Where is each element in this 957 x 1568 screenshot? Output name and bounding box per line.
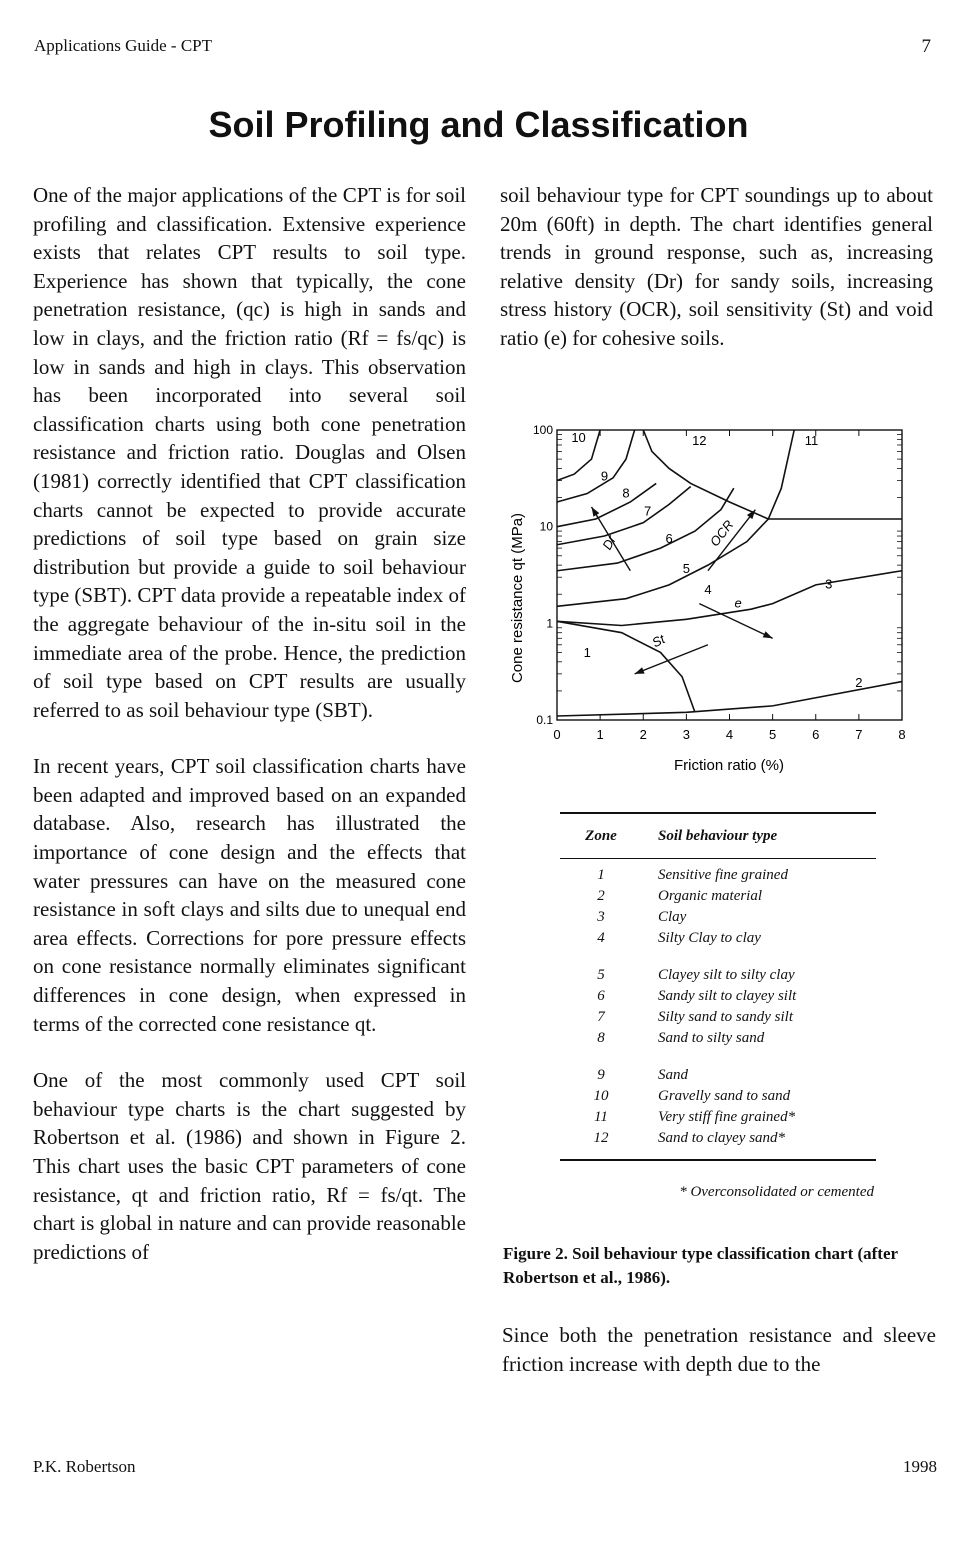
soil-type: Silty Clay to clay bbox=[658, 930, 761, 946]
zone-label: 11 bbox=[804, 432, 819, 448]
y-axis-label: Cone resistance qt (MPa) bbox=[509, 512, 526, 684]
dr-arrow-head bbox=[592, 507, 600, 517]
table-group bbox=[560, 859, 876, 959]
table-group bbox=[560, 1059, 876, 1159]
soil-type: Silty sand to sandy silt bbox=[658, 1009, 793, 1025]
zone-boundary-5 bbox=[557, 485, 734, 571]
zone-label: 12 bbox=[692, 432, 707, 448]
paragraph-right-1: soil behaviour type for CPT soundings up to about 20m (60ft) in depth. The chart identifies general trends in ground response, such as, increasing relative density (Dr) for sandy soils, increasing stress history (OCR), soil sensitivity (St) and void ratio (e) for cohesive soils. bbox=[500, 183, 933, 350]
paragraph-1: One of the major applications of the CPT is for soil profiling and classification. Extensive experience exists that relates CPT results to soil type. Experience has shown that typically, the cone penetration resistance, (qc) is high in sands and low in clays, and the friction ratio (Rf = fs/qc) is low in sands and high in clays. This observation has been incorporated into several soil classification charts using both cone penetration resistance and friction ratio. Douglas and Olsen (1981) correctly identified that CPT classification charts cannot be expected to provide accurate predictions of soil type based on grain size distribution but provide a guide to soil behaviour type (SBT). CPT data provide a repeatable index of the aggregate behaviour of the in-situ soil in the immediate area of the probe. Hence, the prediction of soil type based on CPT results are usually referred to as soil behaviour type (SBT). bbox=[33, 183, 466, 722]
zone-label: 3 bbox=[825, 576, 833, 592]
trend-label: Dr bbox=[599, 533, 619, 553]
x-tick-label: 3 bbox=[682, 727, 690, 742]
zone-label: 4 bbox=[704, 582, 712, 598]
zone-number: 4 bbox=[597, 930, 605, 946]
trend-label: e bbox=[734, 595, 742, 611]
zone-label: 8 bbox=[622, 485, 630, 501]
x-tick-label: 6 bbox=[812, 727, 820, 742]
zone-boundary-1 bbox=[557, 621, 695, 712]
figure-caption: Figure 2. Soil behaviour type classification chart (after Robertson et al., 1986). bbox=[503, 1244, 898, 1287]
paragraph-2: In recent years, CPT soil classification charts have been adapted and improved based on an expanded database. Also, research has illustrated the importance of cone design and the effects that water pressures can have on the measured cone resistance in soft clays and silts due to unequal end area effects. Corrections for pore pressure effects on cone resistance normally eliminates significant differences in cone design, when expressed in terms of the corrected cone resistance qt. bbox=[33, 754, 466, 1036]
zone-number: 10 bbox=[593, 1088, 609, 1104]
header-type: Soil behaviour type bbox=[658, 827, 778, 844]
paragraph-3: One of the most commonly used CPT soil behaviour type charts is the chart suggested by Robertson et al. (1986) and shown in Figure 2. This chart uses the basic CPT parameters of cone resistance, qt and friction ratio, Rf = fs/qt. The chart is global in nature and can provide reasonable predictions of bbox=[33, 1068, 466, 1264]
y-tick-label: 10 bbox=[539, 519, 553, 534]
zone-number: 6 bbox=[597, 988, 605, 1004]
table-row bbox=[560, 928, 876, 949]
header-zone: Zone bbox=[585, 827, 617, 844]
y-tick-label: 0.1 bbox=[536, 713, 553, 727]
table-header bbox=[560, 814, 876, 858]
st-arrow bbox=[635, 645, 708, 674]
sbt-chart bbox=[500, 418, 930, 788]
x-tick-label: 8 bbox=[898, 727, 906, 742]
section-title: Soil Profiling and Classification bbox=[208, 104, 749, 145]
zone-number: 12 bbox=[593, 1130, 609, 1146]
zone-label: 9 bbox=[600, 468, 609, 484]
right-column-top bbox=[500, 181, 933, 381]
zone-number: 7 bbox=[597, 1009, 605, 1025]
x-tick-label: 7 bbox=[855, 727, 863, 742]
left-column bbox=[33, 181, 466, 1294]
zone-table bbox=[560, 812, 876, 1161]
footer-author: P.K. Robertson bbox=[33, 1457, 136, 1476]
soil-type: Sand to silty sand bbox=[658, 1030, 765, 1046]
zone-number: 1 bbox=[597, 867, 605, 883]
paragraph-right-2: Since both the penetration resistance and sleeve friction increase with depth due to the bbox=[502, 1323, 936, 1376]
e-arrow-head bbox=[763, 631, 773, 638]
table-footnote: * Overconsolidated or cemented bbox=[679, 1184, 874, 1200]
soil-type: Sensitive fine grained bbox=[658, 867, 788, 883]
soil-type: Organic material bbox=[658, 888, 763, 904]
table-row bbox=[560, 865, 876, 886]
table-row bbox=[560, 1086, 876, 1107]
y-tick-label: 1 bbox=[546, 616, 553, 631]
table-row bbox=[560, 1107, 876, 1128]
table-row bbox=[560, 1007, 876, 1028]
page-number: 7 bbox=[921, 36, 931, 57]
trend-label: St bbox=[649, 631, 668, 651]
x-axis-label: Friction ratio (%) bbox=[673, 757, 785, 774]
st-arrow-head bbox=[635, 667, 645, 674]
soil-type: Gravelly sand to sand bbox=[658, 1088, 791, 1104]
plot-frame bbox=[557, 430, 902, 720]
zone-boundary-7 bbox=[557, 483, 656, 526]
table-row bbox=[560, 1028, 876, 1049]
zone-number: 3 bbox=[597, 909, 605, 925]
zone-label: 1 bbox=[583, 644, 591, 660]
table-row bbox=[560, 907, 876, 928]
soil-type: Clayey silt to silty clay bbox=[658, 967, 795, 983]
x-tick-label: 4 bbox=[725, 727, 734, 742]
zone-number: 11 bbox=[594, 1109, 608, 1125]
x-tick-label: 1 bbox=[596, 727, 604, 742]
table-row bbox=[560, 1128, 876, 1149]
footer-year: 1998 bbox=[903, 1457, 937, 1476]
zone-label: 2 bbox=[855, 674, 863, 690]
table-row bbox=[560, 986, 876, 1007]
table-row bbox=[560, 1065, 876, 1086]
x-tick-label: 2 bbox=[639, 727, 647, 742]
right-column-bottom bbox=[502, 1321, 936, 1406]
soil-type: Very stiff fine grained* bbox=[658, 1109, 796, 1125]
x-tick-label: 0 bbox=[553, 727, 561, 742]
table-row bbox=[560, 965, 876, 986]
trend-label: OCR bbox=[706, 517, 737, 550]
zone-label: 5 bbox=[682, 561, 690, 577]
running-header: Applications Guide - CPT bbox=[34, 36, 213, 55]
y-tick-label: 100 bbox=[532, 423, 553, 437]
x-tick-label: 5 bbox=[769, 727, 777, 742]
table-row bbox=[560, 886, 876, 907]
zone-label: 7 bbox=[643, 503, 652, 519]
zone-label: 6 bbox=[665, 530, 673, 546]
zone-number: 8 bbox=[597, 1030, 605, 1046]
zone-label: 10 bbox=[571, 430, 586, 446]
table-group bbox=[560, 959, 876, 1059]
zone-number: 5 bbox=[597, 967, 605, 983]
zone-boundary-2 bbox=[557, 682, 902, 716]
zone-number: 9 bbox=[597, 1067, 605, 1083]
soil-type: Sandy silt to clayey silt bbox=[658, 988, 797, 1004]
soil-type: Sand to clayey sand* bbox=[658, 1130, 786, 1146]
soil-type: Sand bbox=[658, 1067, 688, 1083]
soil-type: Clay bbox=[658, 909, 687, 925]
zone-number: 2 bbox=[597, 888, 605, 904]
